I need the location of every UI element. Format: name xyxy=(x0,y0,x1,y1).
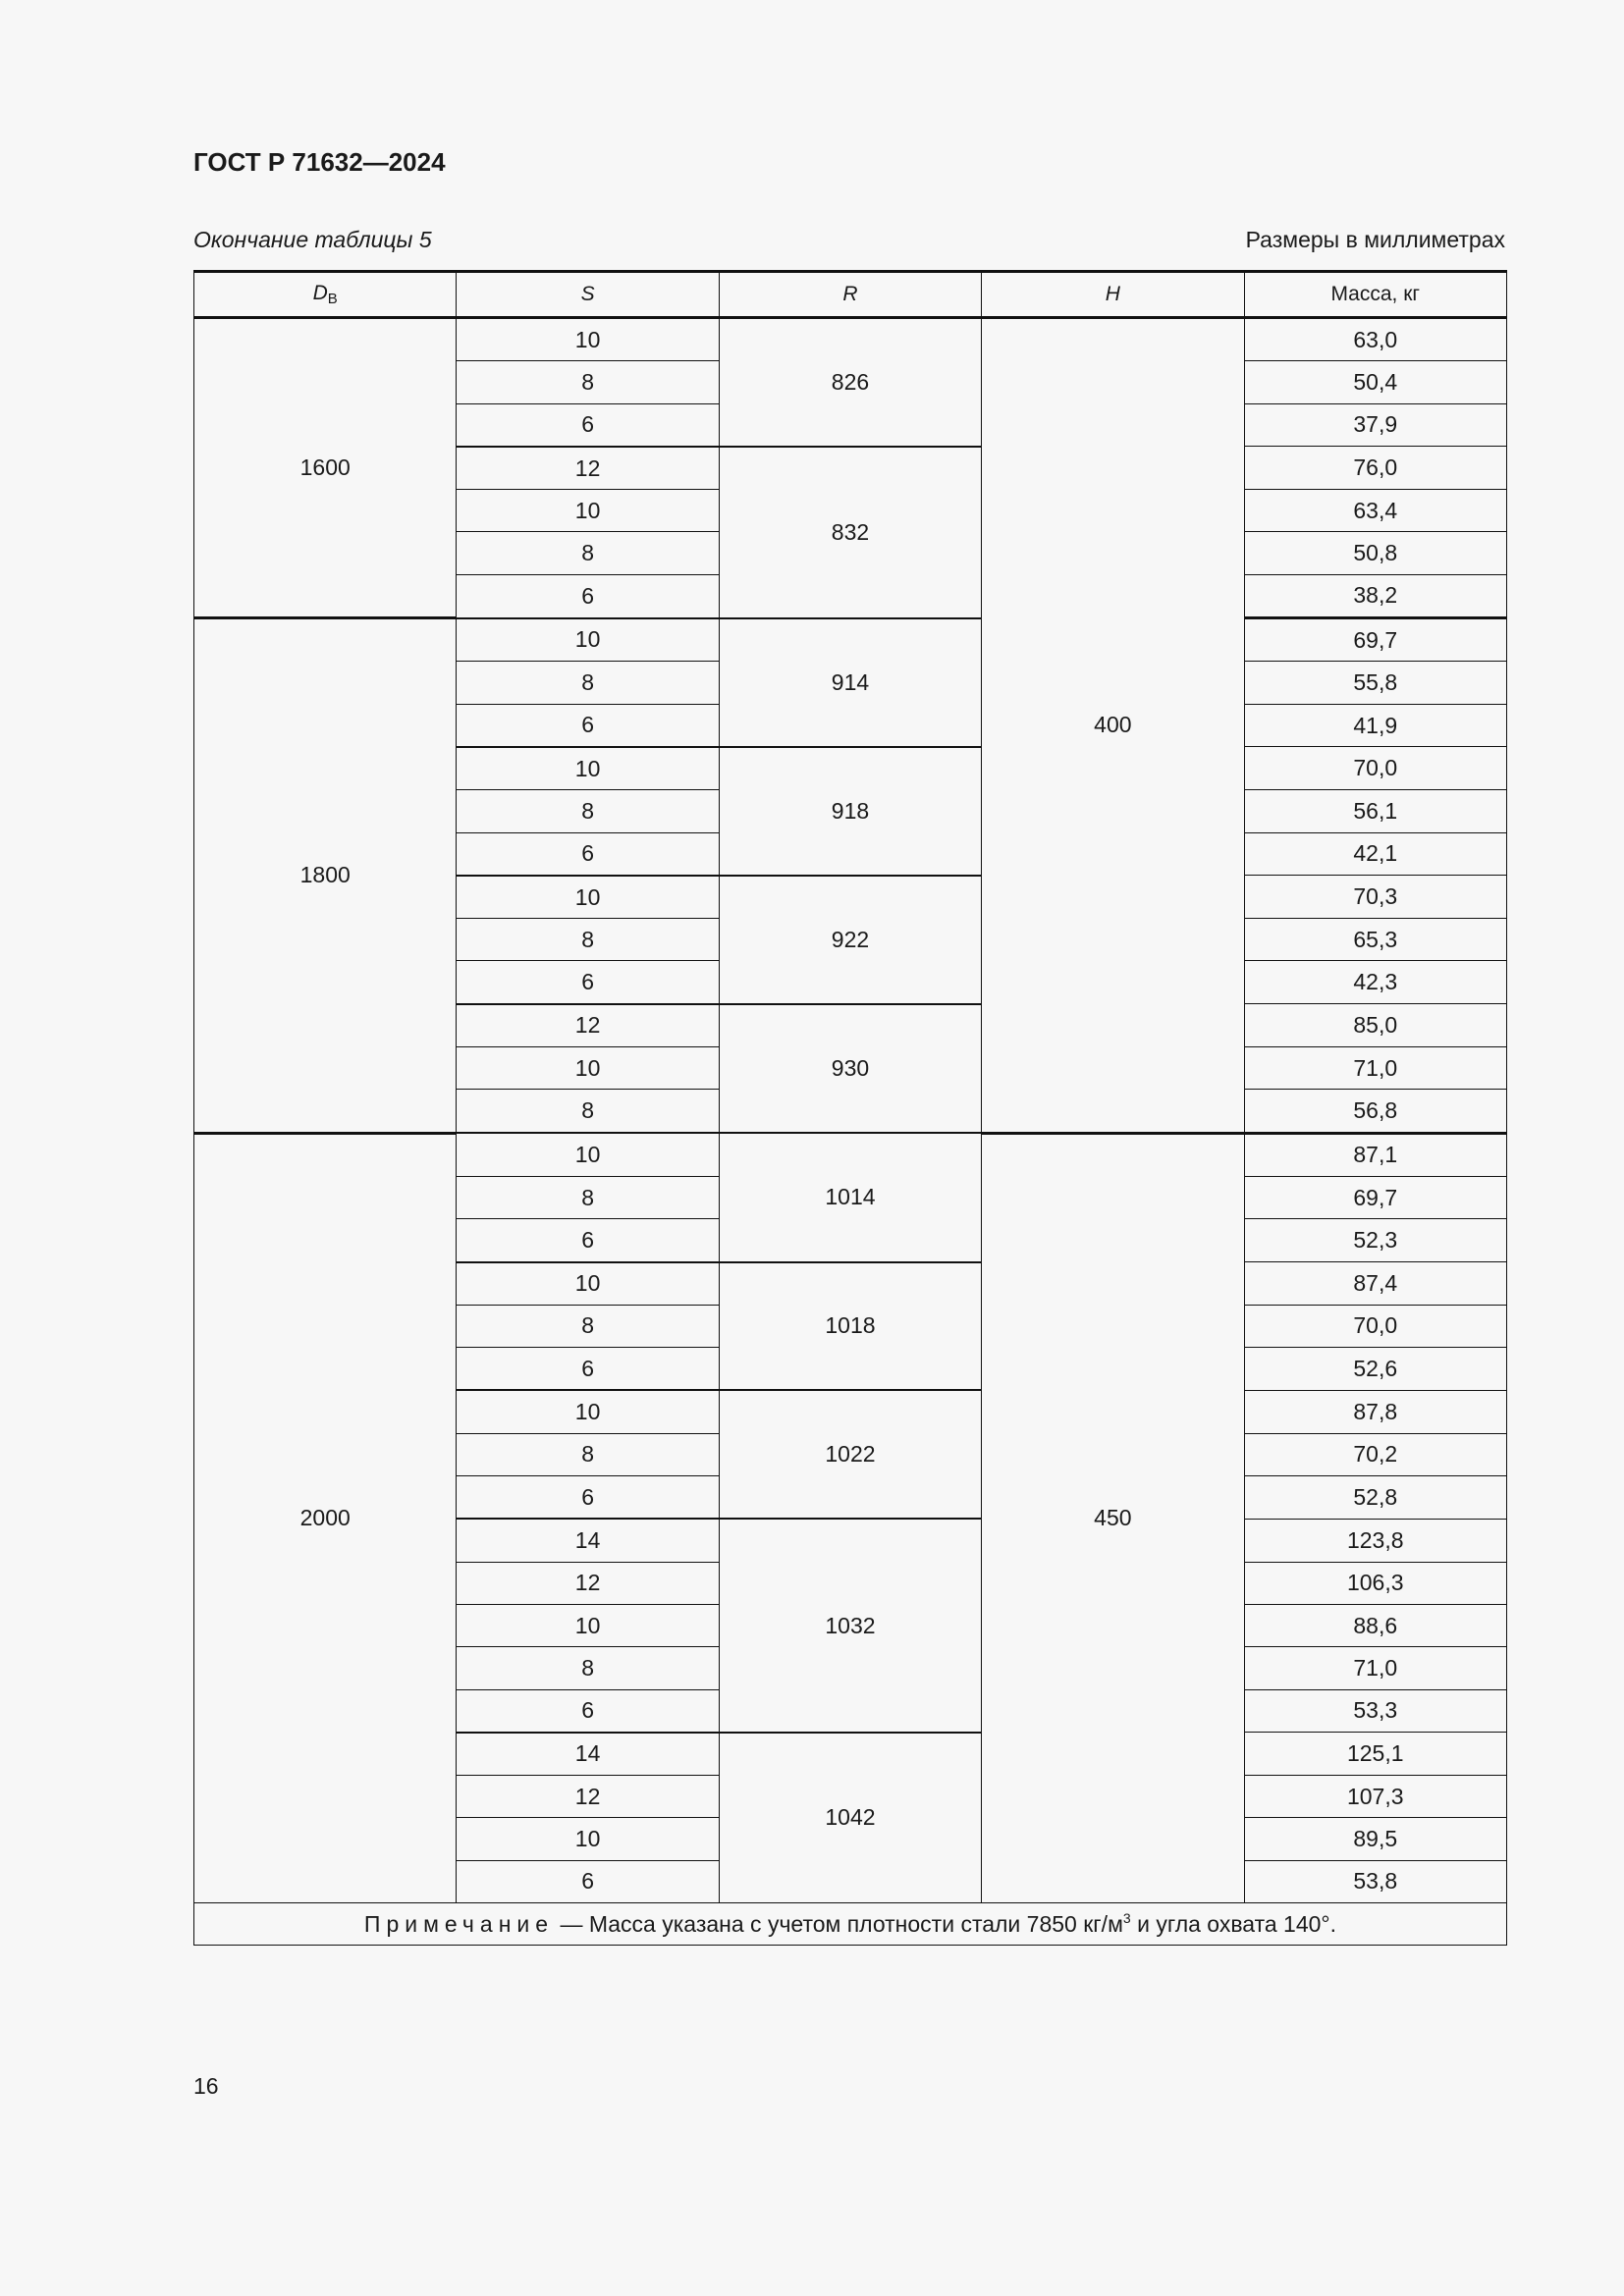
s-cell: 8 xyxy=(457,790,719,832)
mass-cell: 56,8 xyxy=(1244,1090,1506,1133)
mass-cell: 42,1 xyxy=(1244,832,1506,876)
s-cell: 10 xyxy=(457,318,719,361)
s-cell: 8 xyxy=(457,1305,719,1347)
header-r: R xyxy=(719,272,981,318)
s-cell: 10 xyxy=(457,1390,719,1433)
s-cell: 6 xyxy=(457,574,719,617)
s-cell: 10 xyxy=(457,490,719,532)
dimensions-table xyxy=(193,270,1507,1946)
mass-cell: 55,8 xyxy=(1244,662,1506,704)
mass-cell: 69,7 xyxy=(1244,1176,1506,1218)
mass-cell: 107,3 xyxy=(1244,1776,1506,1818)
s-cell: 12 xyxy=(457,447,719,490)
r-cell: 832 xyxy=(719,447,981,618)
mass-cell: 70,0 xyxy=(1244,747,1506,790)
r-cell: 1018 xyxy=(719,1262,981,1391)
s-cell: 10 xyxy=(457,1047,719,1090)
r-cell: 922 xyxy=(719,876,981,1004)
document-header: ГОСТ Р 71632—2024 xyxy=(193,147,446,177)
mass-cell: 63,4 xyxy=(1244,490,1506,532)
note-label: Примечание xyxy=(363,1911,555,1938)
s-cell: 8 xyxy=(457,919,719,961)
s-cell: 6 xyxy=(457,403,719,447)
s-cell: 12 xyxy=(457,1004,719,1047)
page-number: 16 xyxy=(193,2073,219,2099)
header-db: DВ xyxy=(194,272,457,318)
db-cell: 2000 xyxy=(194,1133,457,1902)
note-superscript: 3 xyxy=(1122,1910,1131,1927)
mass-cell: 69,7 xyxy=(1244,618,1506,662)
mass-cell: 53,8 xyxy=(1244,1860,1506,1902)
mass-cell: 87,4 xyxy=(1244,1262,1506,1306)
r-cell: 1014 xyxy=(719,1133,981,1261)
r-cell: 918 xyxy=(719,747,981,876)
s-cell: 8 xyxy=(457,1090,719,1133)
mass-cell: 70,0 xyxy=(1244,1305,1506,1347)
table-row xyxy=(194,318,1507,361)
note-text-before: — Масса указана с учетом плотности стали 7850 кг/м xyxy=(554,1911,1123,1938)
r-cell: 1032 xyxy=(719,1519,981,1732)
note-text-after: и угла охвата 140°. xyxy=(1130,1911,1337,1938)
s-cell: 10 xyxy=(457,876,719,919)
s-cell: 12 xyxy=(457,1776,719,1818)
h-cell: 450 xyxy=(982,1133,1244,1902)
mass-cell: 70,2 xyxy=(1244,1433,1506,1475)
mass-cell: 88,6 xyxy=(1244,1604,1506,1646)
r-cell: 914 xyxy=(719,618,981,747)
r-cell: 1022 xyxy=(719,1390,981,1519)
mass-cell: 71,0 xyxy=(1244,1047,1506,1090)
mass-cell: 71,0 xyxy=(1244,1647,1506,1689)
r-cell: 1042 xyxy=(719,1733,981,1903)
r-cell: 826 xyxy=(719,318,981,447)
note-row xyxy=(194,1902,1507,1945)
s-cell: 8 xyxy=(457,1176,719,1218)
db-cell: 1800 xyxy=(194,618,457,1134)
s-cell: 10 xyxy=(457,1262,719,1306)
mass-cell: 125,1 xyxy=(1244,1733,1506,1776)
s-cell: 8 xyxy=(457,361,719,403)
db-cell: 1600 xyxy=(194,318,457,618)
mass-cell: 50,4 xyxy=(1244,361,1506,403)
s-cell: 8 xyxy=(457,1647,719,1689)
table-header-row xyxy=(194,272,1507,318)
mass-cell: 65,3 xyxy=(1244,919,1506,961)
mass-cell: 56,1 xyxy=(1244,790,1506,832)
s-cell: 12 xyxy=(457,1562,719,1604)
mass-cell: 87,1 xyxy=(1244,1133,1506,1176)
table-row xyxy=(194,1133,1507,1176)
s-cell: 6 xyxy=(457,704,719,747)
mass-cell: 123,8 xyxy=(1244,1519,1506,1562)
h-cell: 400 xyxy=(982,318,1244,1134)
s-cell: 6 xyxy=(457,832,719,876)
s-cell: 10 xyxy=(457,1604,719,1646)
table-row xyxy=(194,618,1507,662)
mass-cell: 106,3 xyxy=(1244,1562,1506,1604)
mass-cell: 52,8 xyxy=(1244,1476,1506,1520)
s-cell: 8 xyxy=(457,1433,719,1475)
mass-cell: 37,9 xyxy=(1244,403,1506,447)
mass-cell: 87,8 xyxy=(1244,1390,1506,1433)
s-cell: 6 xyxy=(457,1476,719,1520)
s-cell: 8 xyxy=(457,662,719,704)
s-cell: 10 xyxy=(457,618,719,662)
s-cell: 6 xyxy=(457,1860,719,1902)
s-cell: 6 xyxy=(457,961,719,1004)
s-cell: 10 xyxy=(457,1818,719,1860)
header-mass: Масса, кг xyxy=(1244,272,1506,318)
s-cell: 6 xyxy=(457,1348,719,1391)
s-cell: 6 xyxy=(457,1219,719,1262)
mass-cell: 52,6 xyxy=(1244,1348,1506,1391)
mass-cell: 42,3 xyxy=(1244,961,1506,1004)
mass-cell: 41,9 xyxy=(1244,704,1506,747)
mass-cell: 52,3 xyxy=(1244,1219,1506,1262)
table-note xyxy=(194,1902,1507,1945)
s-cell: 14 xyxy=(457,1733,719,1776)
mass-cell: 53,3 xyxy=(1244,1689,1506,1733)
s-cell: 6 xyxy=(457,1689,719,1733)
mass-cell: 38,2 xyxy=(1244,574,1506,617)
mass-cell: 50,8 xyxy=(1244,532,1506,574)
s-cell: 10 xyxy=(457,747,719,790)
mass-cell: 70,3 xyxy=(1244,876,1506,919)
header-h: H xyxy=(982,272,1244,318)
s-cell: 10 xyxy=(457,1133,719,1176)
mass-cell: 85,0 xyxy=(1244,1004,1506,1047)
header-s: S xyxy=(457,272,719,318)
s-cell: 14 xyxy=(457,1519,719,1562)
mass-cell: 76,0 xyxy=(1244,447,1506,490)
table-caption: Окончание таблицы 5 xyxy=(193,227,432,252)
units-caption: Размеры в миллиметрах xyxy=(1245,227,1505,252)
mass-cell: 89,5 xyxy=(1244,1818,1506,1860)
s-cell: 8 xyxy=(457,532,719,574)
r-cell: 930 xyxy=(719,1004,981,1133)
mass-cell: 63,0 xyxy=(1244,318,1506,361)
